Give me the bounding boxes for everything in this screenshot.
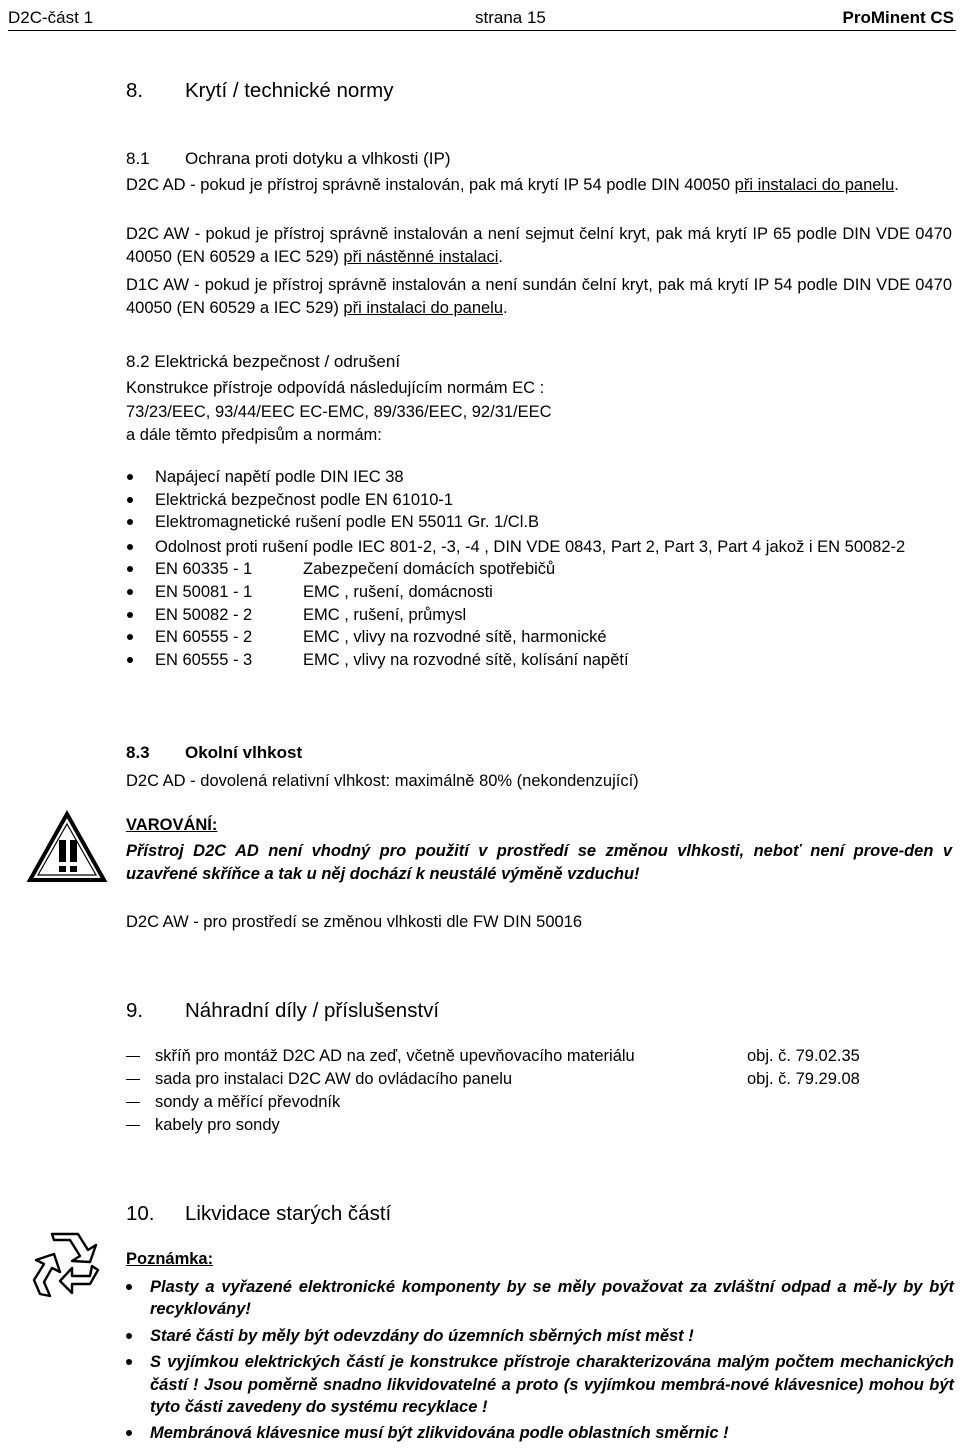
ip-d2c-aw-text: D2C AW - pokud je přístroj správně instalován a není sejmut čelní kryt, pak má krytí IP 65 podle DIN VDE 0470 40050 (EN 60529 a IEC 529) bbox=[126, 225, 952, 266]
list-item: Membránová klávesnice musí být zlikvidována podle oblastních směrnic ! bbox=[124, 1422, 954, 1444]
section-10-number: 10. bbox=[126, 1202, 155, 1225]
section-8-heading bbox=[126, 79, 952, 102]
ec-norms-intro: Konstrukce přístroje odpovídá následujícím normám EC : bbox=[126, 379, 545, 397]
section-9-number: 9. bbox=[126, 999, 144, 1022]
ip-d2c-ad-end: . bbox=[894, 176, 899, 194]
section-8-title: Krytí / technické normy bbox=[185, 79, 394, 102]
other-norms-intro: a dále těmto předpisům a normám: bbox=[126, 426, 382, 444]
section-8-number: 8. bbox=[126, 79, 144, 102]
norm-code: EN 50082 - 2 bbox=[155, 605, 253, 624]
warning-label bbox=[126, 814, 952, 837]
part-desc: sondy a měřící převodník bbox=[155, 1093, 341, 1111]
section-8-3-title: Okolní vlhkost bbox=[185, 743, 303, 762]
list-item bbox=[126, 581, 952, 604]
warning-triangle-icon bbox=[26, 810, 108, 884]
part-desc: kabely pro sondy bbox=[155, 1116, 280, 1134]
section-8-3-heading bbox=[126, 741, 952, 764]
header-doc-part: D2C-část 1 bbox=[8, 8, 94, 27]
ip-d1c-aw-underline: při instalaci do panelu bbox=[343, 299, 504, 317]
humidity-d2c-aw: D2C AW - pro prostředí se změnou vlhkosti dle FW DIN 50016 bbox=[126, 913, 583, 931]
norm-desc: EMC , vlivy na rozvodné sítě, kolísání napětí bbox=[303, 650, 629, 669]
ip-d1c-aw-text: D1C AW - pokud je přístroj správně instalován a není sundán čelní kryt, pak má krytí IP 54 podle DIN VDE 0470 40050 (EN 60529 a IEC 529) bbox=[126, 276, 952, 317]
norm-desc: EMC , rušení, domácnosti bbox=[303, 582, 493, 601]
section-9-title: Náhradní díly / příslušenství bbox=[185, 999, 440, 1022]
spare-parts-list bbox=[126, 1045, 952, 1137]
section-10-heading bbox=[126, 1202, 952, 1225]
warning-label-text: VAROVÁNÍ: bbox=[126, 816, 218, 834]
section-8-2-heading: 8.2 Elektrická bezpečnost / odrušení bbox=[126, 352, 401, 371]
section-9-heading bbox=[126, 999, 952, 1022]
ip-d2c-aw-end: . bbox=[498, 248, 504, 266]
norms-bullet-list bbox=[126, 466, 952, 671]
list-item: Elektromagnetické rušení podle EN 55011 Gr. 1/Cl.B bbox=[126, 511, 952, 534]
section-8-3-number: 8.3 bbox=[126, 743, 150, 762]
norm-desc: EMC , vlivy na rozvodné sítě, harmonické bbox=[303, 628, 607, 647]
ip-d2c-ad-text: D2C AD - pokud je přístroj správně instalován, pak má krytí IP 54 podle DIN 40050 bbox=[126, 176, 735, 194]
norm-code: EN 60335 - 1 bbox=[155, 560, 253, 579]
list-item bbox=[126, 1091, 952, 1114]
humidity-d2c-ad: D2C AD - dovolená relativní vlhkost: maximálně 80% (nekondenzující) bbox=[126, 772, 639, 790]
norm-desc: EMC , rušení, průmysl bbox=[303, 605, 467, 624]
part-desc: skříň pro montáž D2C AD na zeď, včetně upevňovacího materiálu bbox=[155, 1047, 635, 1065]
header-brand: ProMinent CS bbox=[842, 8, 954, 27]
ip-d2c-ad-underline: při instalaci do panelu bbox=[734, 176, 895, 194]
list-item bbox=[126, 649, 952, 672]
list-item: Staré části by měly být odevzdány do územních sběrných míst měst ! bbox=[124, 1325, 954, 1347]
disposal-bullet-list bbox=[124, 1276, 954, 1449]
list-item: Elektrická bezpečnost podle EN 61010-1 bbox=[126, 489, 952, 512]
section-8-1-title: Ochrana proti dotyku a vlhkosti (IP) bbox=[185, 149, 451, 168]
section-8-1-heading bbox=[126, 147, 952, 170]
ip-d1c-aw-end: . bbox=[503, 299, 508, 317]
order-number: obj. č. 79.02.35 bbox=[747, 1047, 860, 1065]
ec-norms-list: 73/23/EEC, 93/44/EEC EC-EMC, 89/336/EEC, 92/31/EEC bbox=[126, 403, 552, 421]
ip-d2c-aw-underline: při nástěnné instalaci bbox=[343, 248, 499, 266]
part-desc: sada pro instalaci D2C AW do ovládacího panelu bbox=[155, 1070, 513, 1088]
norm-desc: Zabezpečení domácích spotřebičů bbox=[303, 560, 556, 579]
norm-code: EN 50081 - 1 bbox=[155, 582, 253, 601]
header-page-number: strana 15 bbox=[475, 8, 546, 27]
list-item bbox=[126, 1114, 952, 1137]
ip-paragraph-d2c-ad bbox=[126, 174, 952, 197]
warning-text: Přístroj D2C AD není vhodný pro použití v prostředí se změnou vlhkosti, neboť není prove-den v uzavřené skříňce a tak u něj dochází k neustálé výměně vzduchu! bbox=[126, 842, 952, 883]
list-item: Odolnost proti rušení podle IEC 801-2, -3, -4 , DIN VDE 0843, Part 2, Part 3, Part 4 jakož i EN 50082-2 bbox=[126, 536, 952, 559]
list-item bbox=[126, 626, 952, 649]
section-8-1-number: 8.1 bbox=[126, 149, 150, 168]
note-label-text: Poznámka: bbox=[126, 1250, 214, 1268]
list-item bbox=[126, 604, 952, 627]
ip-paragraph-d1c-aw bbox=[126, 274, 952, 320]
ip-paragraph-d2c-aw bbox=[126, 223, 952, 269]
page-header bbox=[8, 4, 956, 31]
norm-code: EN 60555 - 3 bbox=[155, 650, 253, 669]
list-item bbox=[126, 558, 952, 581]
norm-code: EN 60555 - 2 bbox=[155, 628, 253, 647]
list-item: Napájecí napětí podle DIN IEC 38 bbox=[126, 466, 952, 489]
list-item bbox=[126, 1045, 952, 1068]
recycle-icon bbox=[30, 1232, 106, 1308]
list-item bbox=[126, 1068, 952, 1091]
list-item: S vyjímkou elektrických částí je konstrukce přístroje charakterizována malým počtem mechanických částí ! Jsou poměrně snadno likvidovatelné a proto (s vyjímkou membrá-nové klávesnice) mohou být tyto části zavedeny do systému recyklace ! bbox=[124, 1351, 954, 1418]
note-label bbox=[126, 1248, 952, 1271]
section-10-title: Likvidace starých částí bbox=[185, 1202, 392, 1225]
order-number: obj. č. 79.29.08 bbox=[747, 1070, 860, 1088]
list-item: Plasty a vyřazené elektronické komponenty by se měly považovat za zvláštní odpad a mě-ly by být recyklovány! bbox=[124, 1276, 954, 1321]
